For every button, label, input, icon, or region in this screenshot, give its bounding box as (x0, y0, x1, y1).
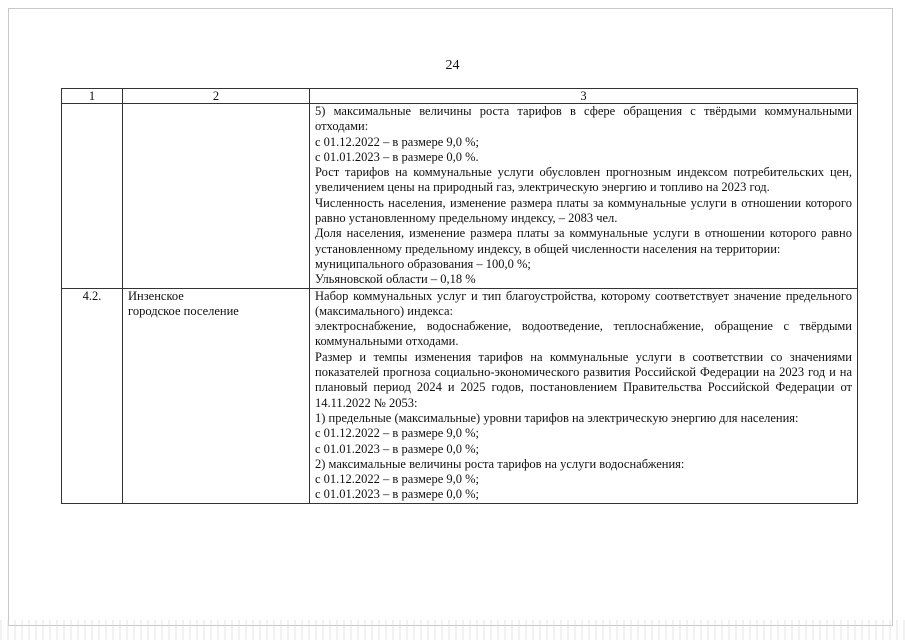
paragraph: с 01.12.2022 – в размере 9,0 %; (315, 134, 480, 149)
paragraph: Численность населения, изменение размера платы за коммунальные услуги в отношении которого равно установленному предельному индексу, – 2083 чел. (315, 195, 852, 226)
scan-noise (0, 620, 905, 640)
paragraph: с 01.12.2022 – в размере 9,0 %; (315, 426, 480, 441)
paragraph: 5) максимальные величины роста тарифов в сфере обращения с твёрдыми коммунальными отходами: (315, 104, 852, 134)
paragraph: Набор коммунальных услуг и тип благоустройства, которому соответствует значение предельного (максимального) индекса: (315, 288, 852, 318)
row-name-cell (123, 288, 310, 503)
row-content-cell (310, 288, 858, 503)
tariff-table (61, 88, 858, 504)
paragraph: Ульяновской области – 0,18 % (315, 272, 476, 287)
row-number-cell: 4.2. (62, 288, 123, 503)
row-content-cell (310, 104, 858, 289)
header-row (62, 89, 858, 104)
table-row (62, 104, 858, 289)
header-cell-1: 1 (62, 89, 123, 104)
paragraph: Доля населения, изменение размера платы за коммунальные услуги в отношении которого равно установленному предельному индексу, в общей численности населения на территории: (315, 226, 852, 256)
settlement-name-line: Инзенское (128, 288, 184, 303)
paragraph: с 01.12.2022 – в размере 9,0 %; (315, 472, 480, 487)
settlement-name-line: городское поселение (128, 303, 239, 318)
paragraph: с 01.01.2023 – в размере 0,0 %; (315, 441, 480, 456)
paragraph: электроснабжение, водоснабжение, водоотведение, теплоснабжение, обращение с твёрдыми коммунальными отходами. (315, 319, 852, 349)
row-name-cell (123, 104, 310, 289)
paragraph: муниципального образования – 100,0 %; (315, 256, 531, 271)
header-cell-3: 3 (310, 89, 858, 104)
row-number-cell (62, 104, 123, 289)
header-cell-2: 2 (123, 89, 310, 104)
paragraph: с 01.01.2023 – в размере 0,0 %; (315, 487, 480, 502)
table-row (62, 288, 858, 503)
paragraph: Размер и темпы изменения тарифов на коммунальные услуги в соответствии со значениями показателей прогноза социально-экономического развития Российской Федерации на 2023 год и на плановый период 2024 и 2025 годов, постановлением Правительства Российской Федерации от 14.11.2022 № 2053: (315, 349, 852, 410)
paragraph: 1) предельные (максимальные) уровни тарифов на электрическую энергию для населения: (315, 410, 799, 425)
paragraph: с 01.01.2023 – в размере 0,0 %. (315, 149, 479, 164)
paragraph: Рост тарифов на коммунальные услуги обусловлен прогнозным индексом потребительских цен, увеличением цены на природный газ, электрическую энергию и топливо на 2023 год. (315, 165, 852, 195)
page-number: 24 (445, 58, 460, 73)
paragraph: 2) максимальные величины роста тарифов на услуги водоснабжения: (315, 456, 685, 471)
